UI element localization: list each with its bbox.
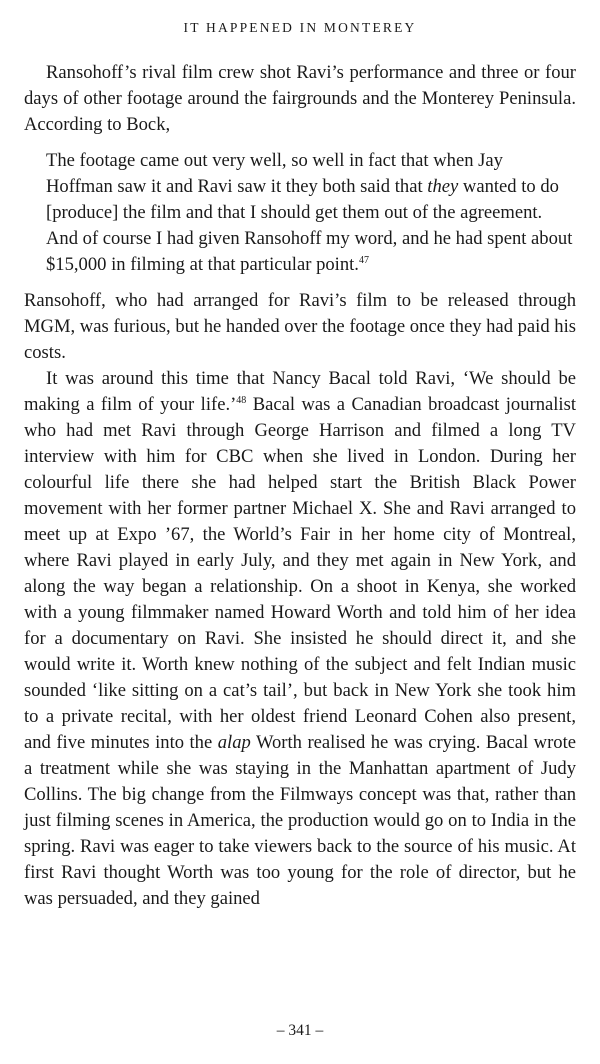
- running-head: IT HAPPENED IN MONTEREY: [183, 20, 417, 35]
- paragraph-text-part: Bacal was a Canadian broadcast journalist who had met Ravi through George Harrison and filmed a long TV interview with him for CBC when she lived in London. During her colourful life there she had helped start the British Black Power movement with her former partner Michael X. She and Ravi arranged to meet up at Expo ’67, the World’s Fair in her home city of Montreal, where Ravi played in early July, and they met again in New York, and along the way began a relationship. On a shoot in Kenya, she worked with a young filmmaker named Howard Worth and told him of her idea for a documentary on Ravi. She insisted he should direct it, and she would write it. Worth knew nothing of the subject and felt Indian music sounded ‘like sitting on a cat’s tail’, but back in New York she took him to a private recital, with her oldest friend Leonard Cohen also present, and five minutes into the: [24, 394, 576, 753]
- block-quote: [46, 148, 574, 278]
- paragraph-text-part: Worth realised he was crying. Bacal wrote a treatment while she was staying in the Manhattan apartment of Judy Collins. The big change from the Filmways concept was that, rather than just filming scenes in America, the production would go on to India in the spring. Ravi was eager to take viewers back to the source of his music. At first Ravi thought Worth was too young for the role of director, but he was persuaded, and they gained: [24, 732, 577, 909]
- paragraph: Ransohoff’s rival film crew shot Ravi’s performance and three or four days of other footage around the fairgrounds and the Monterey Peninsula. According to Bock,: [24, 62, 576, 135]
- paragraph-emphasis: alap: [217, 732, 251, 753]
- paragraph-text-part: It was around this time that Nancy Bacal told Ravi, ‘We should be making a film of your life.’: [24, 368, 576, 415]
- body-text: [24, 60, 576, 912]
- page-number: – 341 –: [276, 1022, 324, 1039]
- block-quote-text: [46, 148, 574, 278]
- footnote-ref: 48: [236, 394, 247, 406]
- quote-text-part: wanted to do [produce] the film and that I should get them out of the agreement. And of course I had given Ransohoff my word, and he had spent about $15,000 in filming at that particular point.: [46, 176, 573, 275]
- quote-text-part: The footage came out very well, so well in fact that when Jay Hoffman saw it and Ravi saw it they both said that: [46, 150, 503, 197]
- paragraph: Ransohoff, who had arranged for Ravi’s film to be released through MGM, was furious, but he handed over the footage once they had paid his costs.: [24, 290, 576, 363]
- footnote-ref: 47: [358, 254, 369, 266]
- quote-emphasis: they: [427, 176, 459, 197]
- paragraph: [24, 366, 576, 912]
